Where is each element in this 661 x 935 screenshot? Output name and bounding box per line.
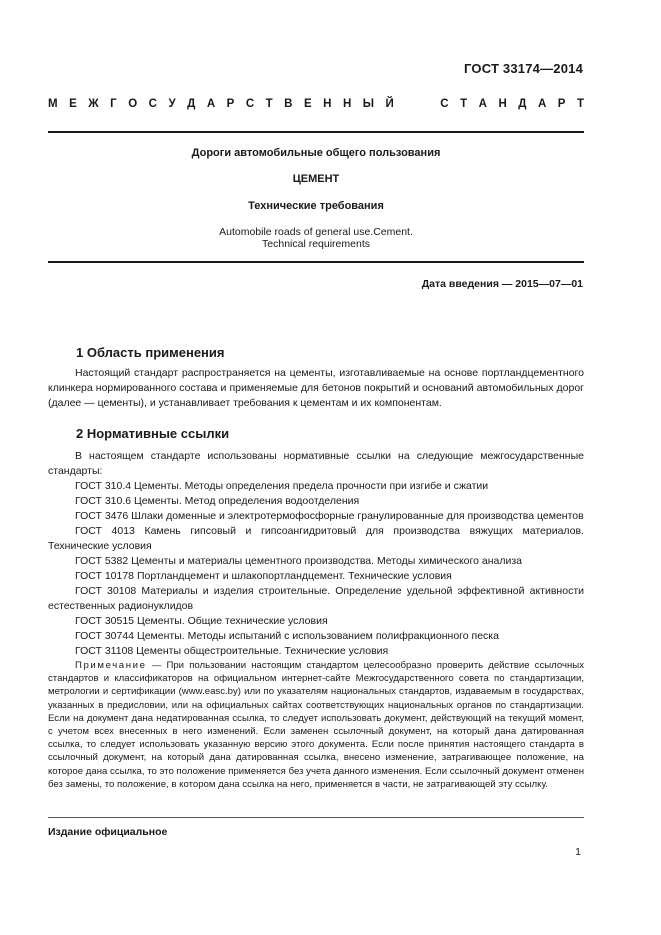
section-2-body — [48, 449, 584, 659]
banner-letter: Ж — [88, 98, 99, 110]
banner-letter: Ы — [362, 98, 375, 110]
banner-letter: А — [478, 98, 487, 110]
banner-letter: О — [128, 98, 138, 110]
reference-item: ГОСТ 30108 Материалы и изделия строительные. Определение удельной эффективной активности естественных радионуклидов — [48, 585, 584, 612]
section-1-heading: 1 Область применения — [76, 345, 225, 360]
banner-letter: В — [284, 98, 293, 110]
banner-letter: С — [440, 98, 449, 110]
banner-letter: С — [148, 98, 157, 110]
banner-letter: Д — [187, 98, 196, 110]
banner-letter: Е — [303, 98, 312, 110]
reference-item: ГОСТ 30744 Цементы. Методы испытаний с использованием полифракционного песка — [75, 630, 499, 642]
section-1-text — [48, 366, 584, 411]
banner-letter: А — [206, 98, 216, 110]
banner-letter: У — [168, 98, 176, 110]
banner-letter: Й — [385, 98, 394, 110]
banner-letter: Р — [557, 98, 566, 110]
official-edition-label: Издание официальное — [48, 826, 168, 838]
banner-letter: Н — [498, 98, 507, 110]
note-text: — При пользовании настоящим стандартом целесообразно проверить действие ссылочных стандартов и классификаторов на официальном интернет-сайте Межгосударственного совета по стандартизации, метрологии и сертификации (www.easc.by) или по указателям национальных стандартов, издаваемым в государствах, указанных в предисловии, или на официальных сайтах соответствующих национальных органов по стандартизации. Если на документ дана недатированная ссылка, то следует использовать документ, действующий на текущий момент, с учетом всех внесенных в него изменений. Если заменен ссылочный документ, на который дана датированная ссылка, то следует использовать указанную версию этого документа. Если после принятия настоящего стандарта в ссылочный документ, на который дана датированная ссылка, внесено изменение, затрагивающее положение, на которое дана ссылка, то это положение применяется без учета данного изменения. Если ссылочный документ отменен без замены, то положение, в котором дана ссылка на него, применяется в части, не затрагивающей эту ссылку. — [48, 660, 584, 790]
banner-letter: С — [245, 98, 255, 110]
reference-item: ГОСТ 5382 Цементы и материалы цементного производства. Методы химического анализа — [75, 555, 522, 567]
banner-letter: Т — [265, 98, 273, 110]
banner-letter: Т — [576, 98, 584, 110]
banner-letter: А — [537, 98, 547, 110]
footer-divider — [48, 817, 584, 818]
reference-item: ГОСТ 3476 Шлаки доменные и электротермофосфорные гранулированные для производства цементов — [75, 510, 584, 522]
note-label: Примечание — [75, 660, 147, 671]
title-line-3: Технические требования — [248, 200, 384, 212]
reference-item: ГОСТ 310.6 Цементы. Метод определения водоотделения — [75, 495, 360, 507]
section-2-heading: 2 Нормативные ссылки — [76, 426, 230, 441]
banner-letter: М — [48, 98, 58, 110]
reference-item: ГОСТ 30515 Цементы. Общие технические условия — [75, 615, 328, 627]
reference-item: ГОСТ 310.4 Цементы. Методы определения предела прочности при изгибе и сжатии — [75, 480, 489, 492]
reference-item: ГОСТ 31108 Цементы общестроительные. Технические условия — [75, 645, 389, 657]
banner-letter: Н — [342, 98, 352, 110]
banner-letter — [423, 98, 429, 110]
interstate-standard-banner — [48, 98, 584, 110]
references-intro: В настоящем стандарте использованы нормативные ссылки на следующие межгосударственные стандарты: — [48, 450, 584, 477]
english-title-line-2: Technical requirements — [262, 238, 370, 250]
banner-letter: Т — [460, 98, 468, 110]
standard-number: ГОСТ 33174—2014 — [464, 61, 583, 76]
reference-item: ГОСТ 10178 Портландцемент и шлакопортландцемент. Технические условия — [75, 570, 452, 582]
introduction-date: Дата введения — 2015—07—01 — [421, 278, 583, 290]
title-divider — [48, 261, 584, 263]
reference-item: ГОСТ 4013 Камень гипсовый и гипсоангидритовый для производства вяжущих материалов. Технические условия — [48, 525, 584, 552]
banner-letter: Д — [518, 98, 527, 110]
english-title-line-1: Automobile roads of general use.Cement. — [219, 226, 413, 238]
banner-letter: Н — [323, 98, 332, 110]
page-number: 1 — [575, 846, 581, 858]
header-divider — [48, 131, 584, 133]
scope-paragraph: Настоящий стандарт распространяется на цементы, изготавливаемые на основе портландцементного клинкера нормированного состава и применяемые для бетонов покрытий и оснований автомобильных дорог (далее — цементы), и устанавливает требования к цементам и их компонентам. — [48, 367, 584, 409]
references-note — [48, 659, 584, 791]
title-line-1: Дороги автомобильные общего пользования — [191, 147, 441, 159]
banner-letter: Р — [226, 98, 235, 110]
banner-letter: Е — [69, 98, 77, 110]
banner-letter: Г — [110, 98, 117, 110]
banner-letter — [405, 98, 411, 110]
title-line-2: ЦЕМЕНТ — [292, 173, 340, 185]
